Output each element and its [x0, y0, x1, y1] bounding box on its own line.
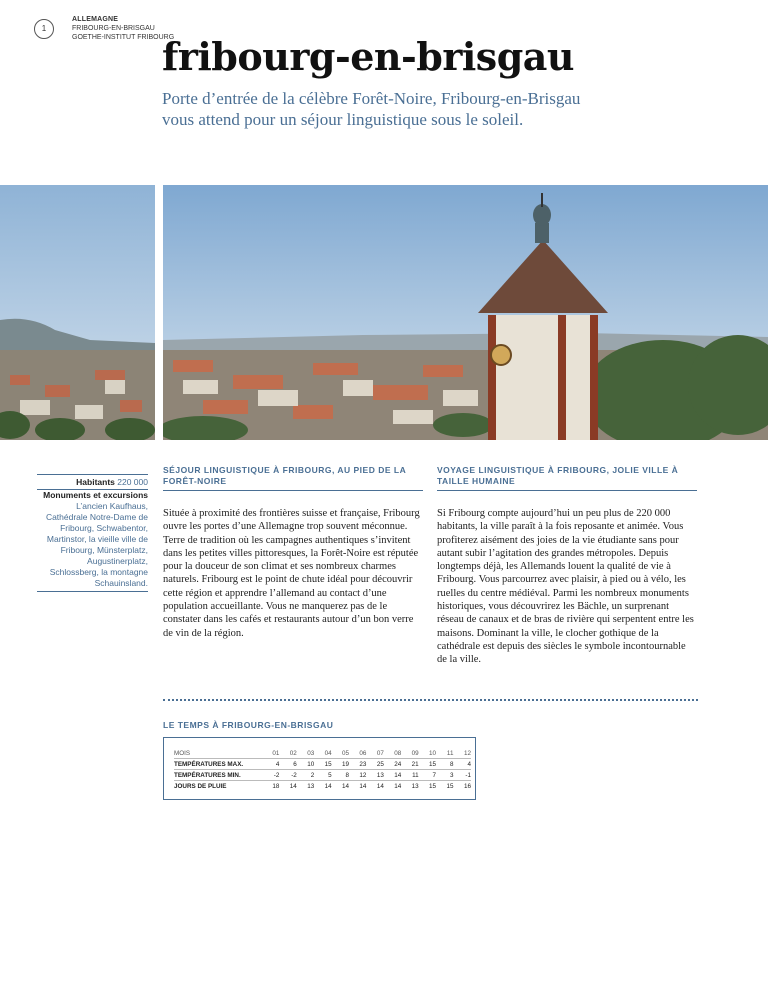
weather-row	[174, 781, 471, 792]
weather-value-cell: 15	[419, 759, 436, 770]
weather-value-cell: 2	[297, 770, 314, 781]
weather-value-cell: 16	[453, 781, 471, 792]
weather-row	[174, 759, 471, 770]
weather-value-cell: 14	[349, 781, 366, 792]
schwabentor-photo	[163, 185, 768, 440]
page-subtitle	[162, 88, 642, 130]
weather-value-cell: 6	[279, 759, 296, 770]
weather-value-cell: 14	[366, 781, 383, 792]
month-cell: 06	[359, 749, 367, 757]
page-title: fribourg-en-brisgau	[162, 34, 575, 79]
weather-value-cell: 13	[401, 781, 418, 792]
article-heading: SÉJOUR LINGUISTIQUE À FRIBOURG, AU PIED DE LA FORÊT-NOIRE	[163, 465, 423, 491]
weather-table	[174, 748, 471, 791]
weather-value-cell: 14	[279, 781, 296, 792]
weather-row-label: TEMPÉRATURES MIN.	[174, 770, 262, 781]
weather-value-cell: 10	[297, 759, 314, 770]
weather-row-label: TEMPÉRATURES MAX.	[174, 759, 262, 770]
month-cell: 02	[289, 749, 297, 757]
weather-title: LE TEMPS À FRIBOURG-EN-BRISGAU	[163, 720, 334, 730]
weather-value-cell: 12	[349, 770, 366, 781]
monuments-text: L’ancien Kaufhaus, Cathédrale Notre-Dame de Fribourg, Schwabentor, Martinstor, la vieille ville de Fribourg, Münsterplatz, Augustinerplatz, Schlossberg, la montagne Schauinsland.	[37, 501, 148, 592]
dotted-divider	[163, 699, 698, 701]
month-cell: 01	[272, 749, 280, 757]
month-cell: 12	[463, 749, 471, 757]
weather-header-row	[174, 748, 471, 759]
breadcrumb-country: ALLEMAGNE	[72, 16, 119, 23]
weather-value-cell: 23	[349, 759, 366, 770]
breadcrumb	[72, 15, 174, 42]
article-voyage	[437, 465, 697, 667]
weather-value-cell: 19	[332, 759, 349, 770]
weather-header-label: MOIS	[174, 749, 191, 757]
article-body: Si Fribourg compte aujourd’hui un peu plus de 220 000 habitants, la ville paraît à la fois reposante et animée. Vous profiterez aisément des joies de la vie étudiante sans pour autant subir l’agitation des grandes métropoles. Depuis longtemps déjà, les Allemands louent la qualité de vie à Fribourg. Vous parcourrez avec plaisir, à pied ou à vélo, les ruelles du centre médiéval. Parmi les nombreux monuments historiques, vous découvrirez les Bächle, un surprenant réseau de canaux et de bras de rivière qui serpentent entre les maisons. Dominant la ville, le clocher gothique de la cathédrale est depuis des siècles le symbole incontournable de la ville.	[437, 508, 694, 666]
weather-value-cell: 14	[384, 781, 401, 792]
weather-table-box	[163, 737, 476, 800]
weather-row-label: JOURS DE PLUIE	[174, 781, 262, 792]
weather-value-cell: 4	[262, 759, 279, 770]
weather-value-cell: -2	[262, 770, 279, 781]
weather-value-cell: 14	[332, 781, 349, 792]
month-cell: 05	[342, 749, 350, 757]
subtitle-line-1: Porte d’entrée de la célèbre Forêt-Noire, Fribourg-en-Brisgau	[162, 89, 581, 108]
weather-value-cell: 24	[384, 759, 401, 770]
subtitle-line-2: vous attend pour un séjour linguistique sous le soleil.	[162, 110, 524, 129]
article-sejour	[163, 465, 423, 640]
weather-value-cell: 15	[436, 781, 453, 792]
month-cell: 11	[446, 749, 454, 757]
weather-value-cell: 13	[366, 770, 383, 781]
article-body: Située à proximité des frontières suisse et française, Fribourg ouvre les portes d’une Allemagne trop souvent méconnue. Terre de tradition où les campagnes authentiques s’invitent dans les petites villes pittoresques, la Forêt-Noire est réputée pour la douceur de son climat et ses nombreux charmes naturels. Fribourg est le point de chute idéal pour découvrir cette région et apprendre l’allemand au contact d’une population accueillante. Vous ne manquerez pas de le constater dans les cafés et restaurants autour d’un bon verre de vin de la région.	[163, 508, 420, 639]
weather-value-cell: -2	[279, 770, 296, 781]
weather-value-cell: 8	[332, 770, 349, 781]
habitants-label: Habitants	[76, 477, 115, 487]
month-cell: 10	[429, 749, 437, 757]
habitants-value: 220 000	[117, 477, 148, 487]
weather-value-cell: 18	[262, 781, 279, 792]
weather-value-cell: 11	[401, 770, 418, 781]
article-heading: VOYAGE LINGUISTIQUE À FRIBOURG, JOLIE VILLE À TAILLE HUMAINE	[437, 465, 697, 491]
weather-value-cell: 15	[314, 759, 331, 770]
weather-value-cell: 4	[453, 759, 471, 770]
month-cell: 03	[307, 749, 315, 757]
habitants-row	[37, 475, 148, 489]
weather-value-cell: -1	[453, 770, 471, 781]
weather-value-cell: 15	[419, 781, 436, 792]
weather-value-cell: 8	[436, 759, 453, 770]
month-cell: 04	[324, 749, 332, 757]
page-number: 1	[34, 19, 54, 39]
weather-value-cell: 25	[366, 759, 383, 770]
weather-value-cell: 3	[436, 770, 453, 781]
month-cell: 08	[394, 749, 402, 757]
monuments-label: Monuments et excursions	[43, 490, 148, 500]
weather-row	[174, 770, 471, 781]
weather-value-cell: 5	[314, 770, 331, 781]
weather-value-cell: 14	[314, 781, 331, 792]
weather-value-cell: 7	[419, 770, 436, 781]
breadcrumb-city: FRIBOURG-EN-BRISGAU	[72, 25, 155, 32]
breadcrumb-school: GOETHE-INSTITUT FRIBOURG	[72, 34, 175, 41]
weather-value-cell: 21	[401, 759, 418, 770]
facts-sidebar	[37, 474, 148, 592]
weather-value-cell: 13	[297, 781, 314, 792]
month-cell: 09	[411, 749, 419, 757]
city-photo-left	[0, 185, 155, 440]
weather-value-cell: 14	[384, 770, 401, 781]
month-cell: 07	[376, 749, 384, 757]
